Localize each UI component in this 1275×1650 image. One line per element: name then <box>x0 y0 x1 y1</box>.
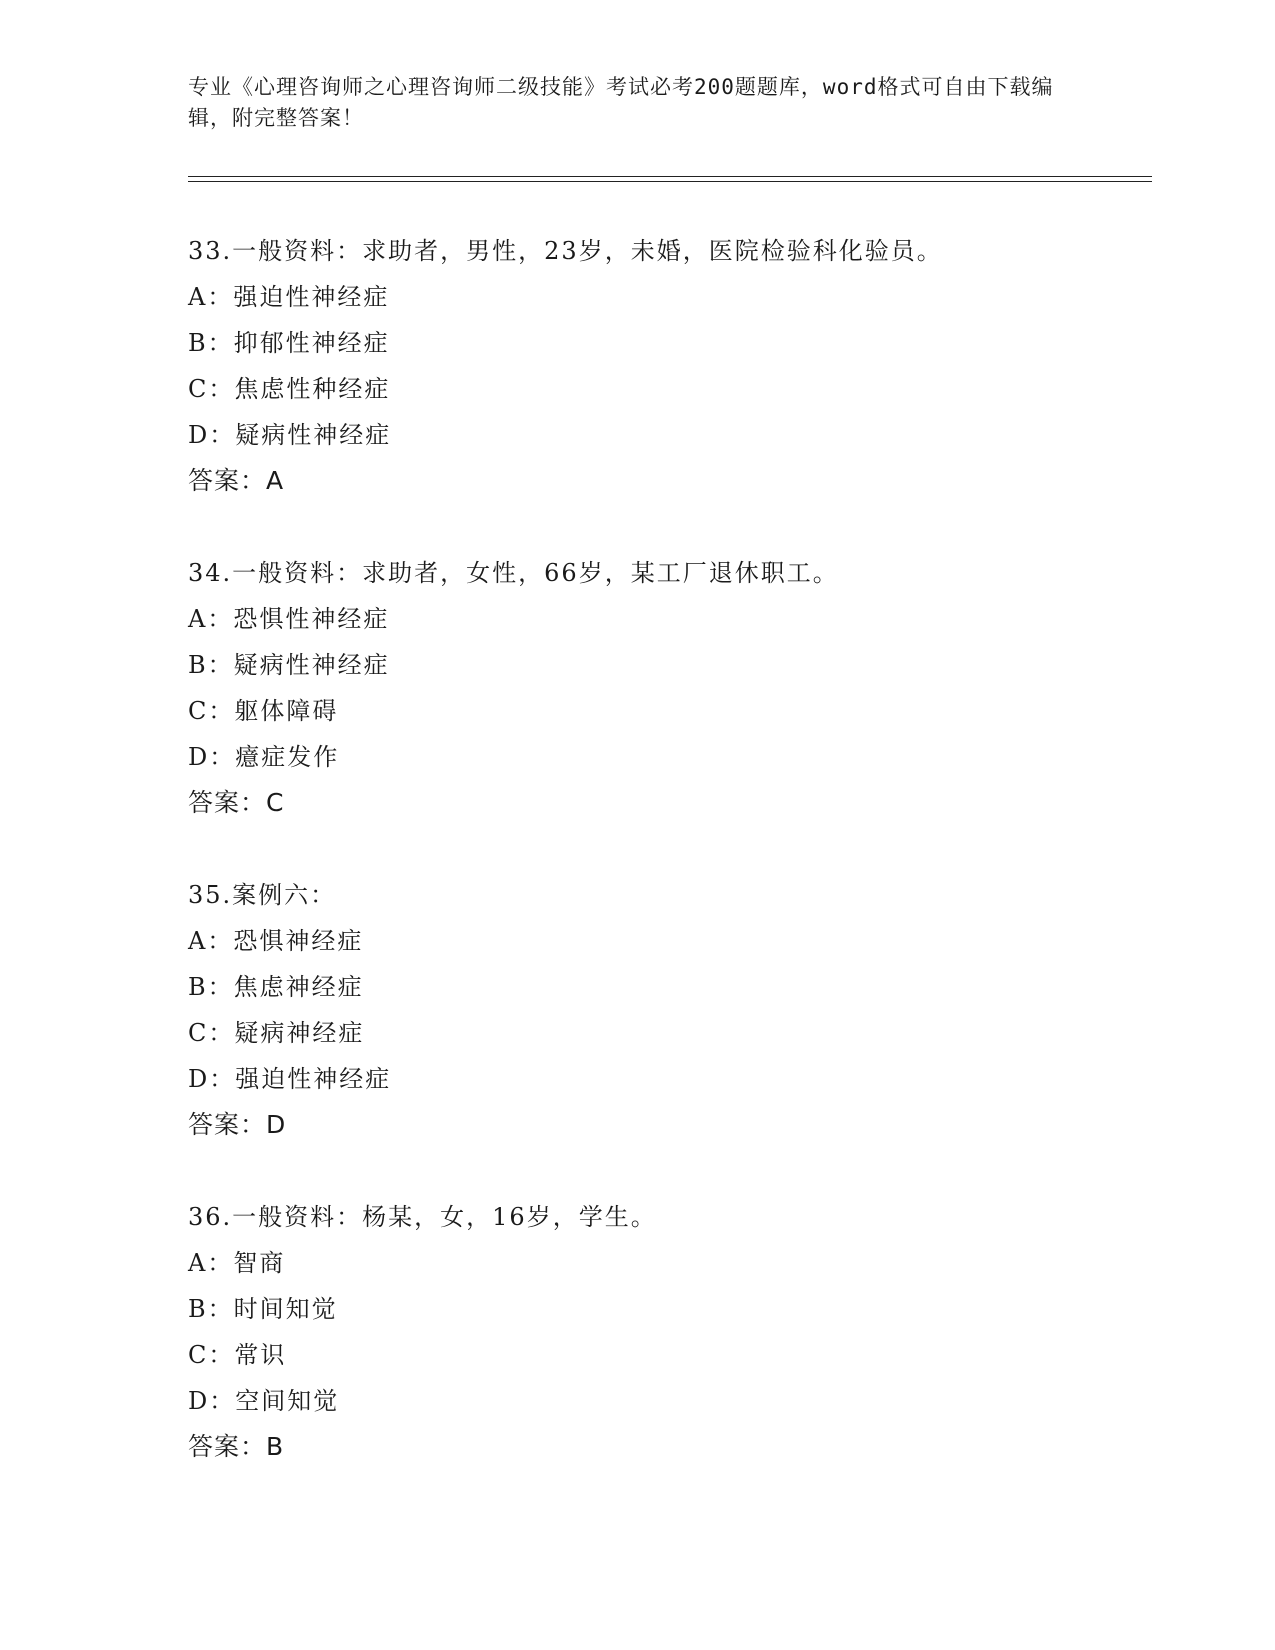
answer-value: A <box>266 466 285 495</box>
question-35 <box>188 872 1148 1148</box>
option-b: B：疑病性神经症 <box>188 651 390 679</box>
option-d: D：癔症发作 <box>188 743 340 771</box>
document-header: 专业《心理咨询师之心理咨询师二级技能》考试必考200题题库，word格式可自由下载编辑，附完整答案！ <box>188 75 1054 130</box>
answer-label: 答案： <box>188 1110 267 1139</box>
question-36 <box>188 1194 1148 1470</box>
option-b: B：抑郁性神经症 <box>188 329 390 357</box>
question-stem: 33.一般资料：求助者，男性，23岁，未婚，医院检验科化验员。 <box>188 237 943 265</box>
option-d: D：强迫性神经症 <box>188 1065 392 1093</box>
answer-value: B <box>266 1432 285 1461</box>
answer-label: 答案： <box>188 1432 267 1461</box>
answer-line <box>188 458 1148 504</box>
answer-line <box>188 1424 1148 1470</box>
answer-line <box>188 1102 1148 1148</box>
answer-line <box>188 780 1148 826</box>
option-c: C：常识 <box>188 1341 287 1369</box>
option-a: A：恐惧性神经症 <box>188 605 390 633</box>
option-a: A：恐惧神经症 <box>188 927 364 955</box>
option-a: A：智商 <box>188 1249 286 1277</box>
answer-label: 答案： <box>188 466 267 495</box>
question-stem: 35.案例六： <box>188 881 337 909</box>
header-rule-top <box>188 176 1152 177</box>
option-d: D：疑病性神经症 <box>188 421 392 449</box>
option-b: B：时间知觉 <box>188 1295 338 1323</box>
option-c: C：躯体障碍 <box>188 697 339 725</box>
option-c: C：疑病神经症 <box>188 1019 365 1047</box>
option-a: A：强迫性神经症 <box>188 283 390 311</box>
header-rule-bottom <box>188 181 1152 182</box>
question-stem: 34.一般资料：求助者，女性，66岁，某工厂退休职工。 <box>188 559 839 587</box>
option-b: B：焦虑神经症 <box>188 973 364 1001</box>
answer-value: D <box>266 1110 287 1139</box>
answer-label: 答案： <box>188 788 267 817</box>
answer-value: C <box>266 788 285 817</box>
question-34 <box>188 550 1148 826</box>
question-stem: 36.一般资料：杨某，女，16岁，学生。 <box>188 1203 657 1231</box>
question-33 <box>188 228 1148 504</box>
option-d: D：空间知觉 <box>188 1387 340 1415</box>
option-c: C：焦虑性种经症 <box>188 375 391 403</box>
